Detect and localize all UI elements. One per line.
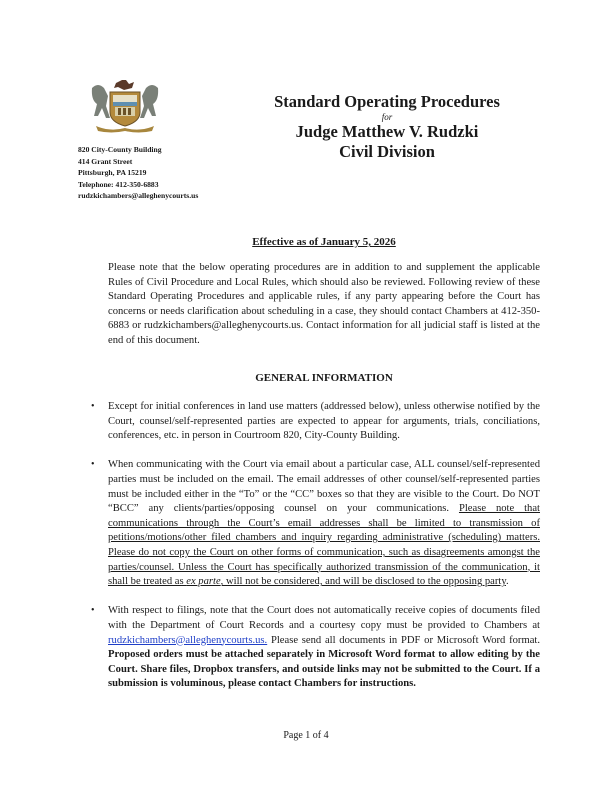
- bullet-icon: •: [91, 401, 95, 412]
- effective-date: Effective as of January 5, 2026: [252, 236, 396, 248]
- bullet-end: .: [505, 576, 509, 588]
- bullet-text: Please send all documents in PDF or Microsoft Word format.: [267, 634, 540, 646]
- address-city: Pittsburgh, PA 15219: [78, 168, 147, 178]
- page-number: Page 1 of 4: [283, 730, 329, 741]
- chambers-address: [78, 144, 198, 202]
- bold-text: Proposed orders must be attached separately in Microsoft Word format to allow editing by the Court. Share files, Dropbox transfers, and outside links may not be submitted to the Court. If a submission is voluminous, please contact Chambers for instructions.: [108, 649, 540, 690]
- bullet-text: With respect to filings, note that the Court does not automatically receive copies of documents filed with the Department of Court Records and a courtesy copy must be provided to Chambers at: [108, 605, 540, 631]
- pennsylvania-seal-icon: [86, 78, 164, 134]
- title-for: for: [381, 112, 393, 122]
- chambers-email-link[interactable]: rudzkichambers@alleghenycourts.us.: [108, 634, 268, 646]
- general-information-list: [91, 400, 540, 706]
- underlined-text: Please note that communications through the Court’s email addresses shall be limited to transmission of petitions/motions/other filed chambers and inquiry regarding administrative (scheduling) matters. Please do not copy the Court on other forms of communication, such as disagreements amongst the parties/counsel. Unless the Court has specifically authorized transmission of the communication, it shall be treated as: [108, 503, 540, 588]
- list-item: [91, 458, 540, 589]
- address-street: 414 Grant Street: [78, 156, 133, 166]
- underlined-text: , will not be considered, and will be disclosed to the opposing party: [220, 576, 506, 588]
- bullet-text: Except for initial conferences in land use matters (addressed below), unless otherwise notified by the Court, counsel/self-represented parties are expected to appear for arguments, trials, conciliations, conferences, etc. in person in Courtroom 820, City-County Building.: [108, 401, 540, 442]
- intro-paragraph: Please note that the below operating procedures are in addition to and supplement the applicable Rules of Civil Procedure and Local Rules, which should also be reviewed. Following review of these Standard Operating Procedures and applicable rules, if any party appearing before the Court has concerns or needs clarification about scheduling in a case, they should contact Chambers at 412-350-6883 or rudzkichambers@alleghenycourts.us. Contact information for all judicial staff is listed at the end of this document.: [108, 262, 540, 346]
- address-telephone: Telephone: 412-350-6883: [78, 179, 159, 189]
- list-item: [91, 604, 540, 692]
- address-building: 820 City-County Building: [78, 145, 162, 154]
- list-item: [91, 400, 540, 444]
- judge-name: Judge Matthew V. Rudzki: [295, 122, 479, 141]
- address-email: rudzkichambers@alleghenycourts.us: [78, 191, 199, 201]
- division-name: Civil Division: [339, 142, 435, 161]
- italic-text: ex parte: [186, 576, 221, 588]
- section-heading: GENERAL INFORMATION: [255, 372, 393, 384]
- document-title: Standard Operating Procedures: [274, 92, 500, 111]
- bullet-icon: •: [91, 459, 95, 471]
- bullet-icon: •: [91, 605, 95, 617]
- bullet-text: When communicating with the Court via email about a particular case, ALL counsel/self-represented parties must be included on the email. The email addresses of other counsel/self-represented parties must be included either in the “To” or the “CC” boxes so that they are visible to the Court. Do NOT “BCC” any clients/parties/opposing counsel on your communications.: [108, 459, 540, 515]
- document-title-block: [262, 92, 512, 161]
